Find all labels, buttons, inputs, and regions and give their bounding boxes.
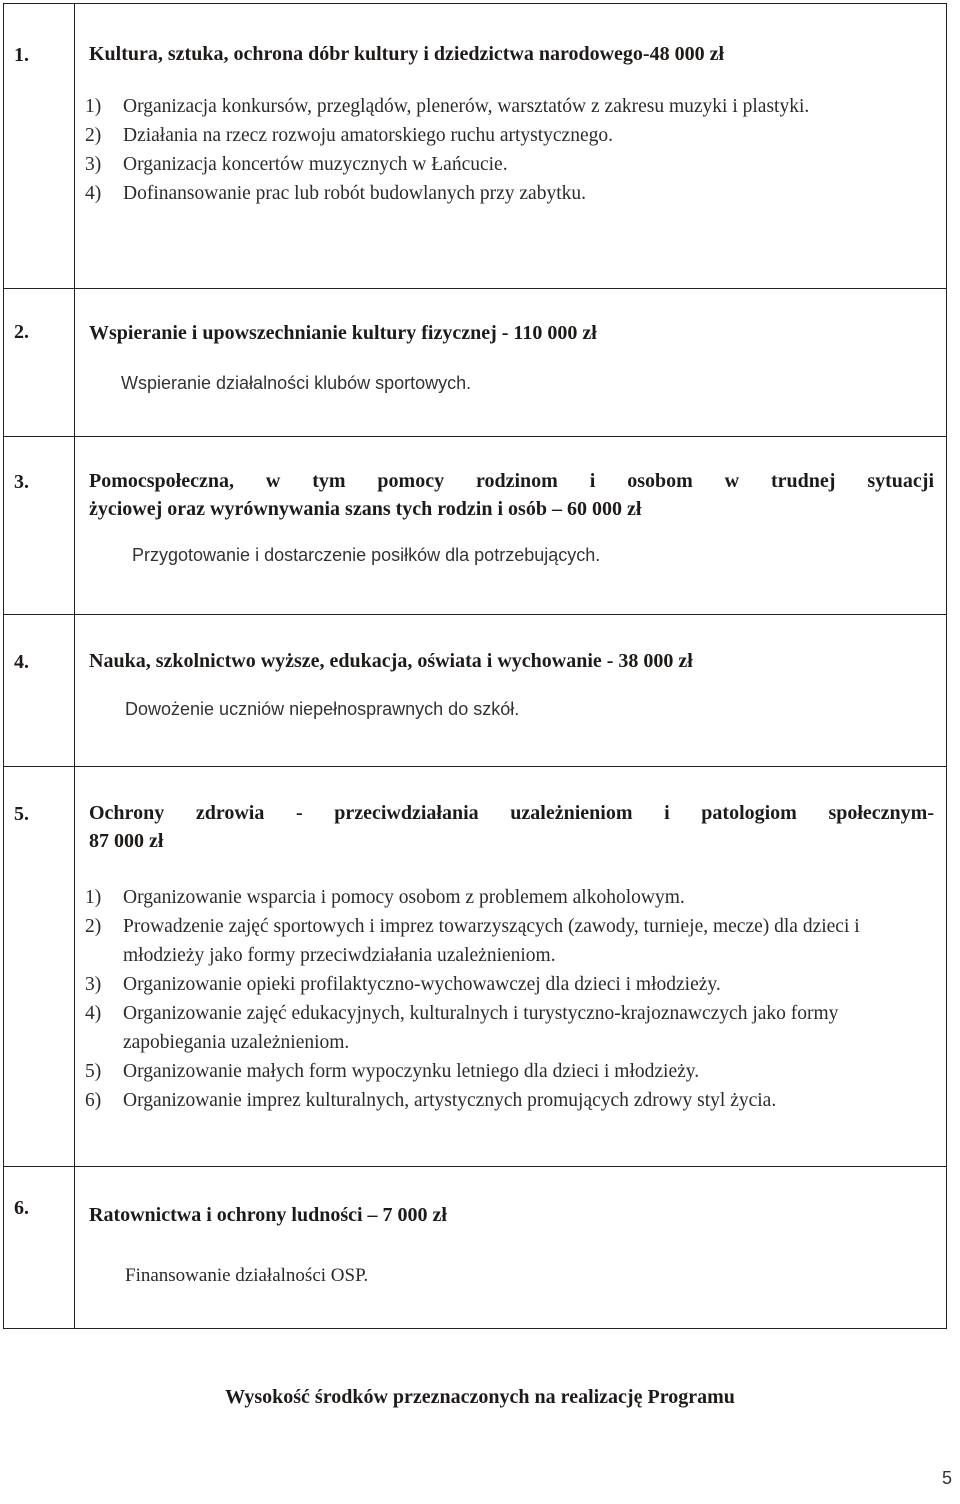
- section-number: 5.: [14, 803, 29, 825]
- row-content-cell: [75, 4, 947, 289]
- row-number-cell: [4, 615, 75, 767]
- row-number-cell: [4, 4, 75, 289]
- section-title: Ratownictwa i ochrony ludności – 7 000 zł: [89, 1204, 447, 1226]
- list-item: 1) Organizowanie wsparcia i pomocy osobom z problemem alkoholowym.: [85, 887, 685, 908]
- row-number-cell: [4, 767, 75, 1167]
- table-row-2: [4, 289, 947, 437]
- table-row-1: [4, 4, 947, 289]
- list-item: 3) Organizacja koncertów muzycznych w Łańcucie.: [85, 154, 508, 175]
- activity-list: [75, 883, 946, 1115]
- activity-list: [75, 92, 946, 208]
- section-title-line-1: Ochrony zdrowia - przeciwdziałania uzależnieniom i patologiom społecznym-: [89, 802, 934, 824]
- list-item: 4) Organizowanie zajęć edukacyjnych, kulturalnych i turystyczno-krajoznawczych jako formy zapobiegania uzależnieniom.: [85, 1003, 839, 1053]
- list-item: 4) Dofinansowanie prac lub robót budowlanych przy zabytku.: [85, 183, 586, 204]
- section-number: 1.: [14, 44, 29, 66]
- list-item: 6) Organizowanie imprez kulturalnych, artystycznych promujących zdrowy styl życia.: [85, 1090, 777, 1111]
- row-number-cell: [4, 1167, 75, 1329]
- section-detail: Dowożenie uczniów niepełnosprawnych do szkół.: [125, 699, 520, 719]
- list-item: 5) Organizowanie małych form wypoczynku letniego dla dzieci i młodzieży.: [85, 1061, 700, 1082]
- section-number: 4.: [14, 651, 29, 673]
- section-title: Wspieranie i upowszechnianie kultury fizycznej - 110 000 zł: [89, 322, 597, 344]
- section-number: 2.: [14, 321, 29, 343]
- row-content-cell: [75, 615, 947, 767]
- section-title-line-1: Pomocspołeczna, w tym pomocy rodzinom i osobom w trudnej sytuacji: [89, 470, 934, 492]
- row-number-cell: [4, 437, 75, 615]
- section-title-line-2: 87 000 zł: [89, 830, 164, 852]
- row-content-cell: [75, 1167, 947, 1329]
- row-content-cell: [75, 437, 947, 615]
- section-detail: Wspieranie działalności klubów sportowych.: [121, 373, 472, 393]
- table-row-5: [4, 767, 947, 1167]
- list-item: 3) Organizowanie opieki profilaktyczno-wychowawczej dla dzieci i młodzieży.: [85, 974, 721, 995]
- section-number: 3.: [14, 471, 29, 493]
- table-row-3: [4, 437, 947, 615]
- row-content-cell: [75, 289, 947, 437]
- section-title: Nauka, szkolnictwo wyższe, edukacja, oświata i wychowanie - 38 000 zł: [89, 650, 693, 672]
- table-row-6: [4, 1167, 947, 1329]
- list-item: 2) Prowadzenie zajęć sportowych i imprez towarzyszących (zawody, turnieje, mecze) dla dzieci i młodzieży jako formy przeciwdziałania uzależnieniom.: [85, 916, 860, 966]
- list-item: 2) Działania na rzecz rozwoju amatorskiego ruchu artystycznego.: [85, 125, 613, 146]
- table-row-4: [4, 615, 947, 767]
- programme-funding-heading: Wysokość środków przeznaczonych na realizację Programu: [225, 1386, 735, 1408]
- section-number: 6.: [14, 1197, 29, 1219]
- section-detail: Przygotowanie i dostarczenie posiłków dla potrzebujących.: [132, 545, 601, 565]
- programme-table: [3, 3, 947, 1329]
- row-number-cell: [4, 289, 75, 437]
- page-number: 5: [941, 1468, 952, 1488]
- list-item: 1) Organizacja konkursów, przeglądów, plenerów, warsztatów z zakresu muzyki i plastyki.: [85, 96, 810, 117]
- row-content-cell: [75, 767, 947, 1167]
- section-title: Kultura, sztuka, ochrona dóbr kultury i dziedzictwa narodowego-48 000 zł: [89, 43, 725, 65]
- section-title-line-2: życiowej oraz wyrównywania szans tych rodzin i osób – 60 000 zł: [89, 498, 642, 520]
- section-detail: Finansowanie działalności OSP.: [125, 1265, 369, 1286]
